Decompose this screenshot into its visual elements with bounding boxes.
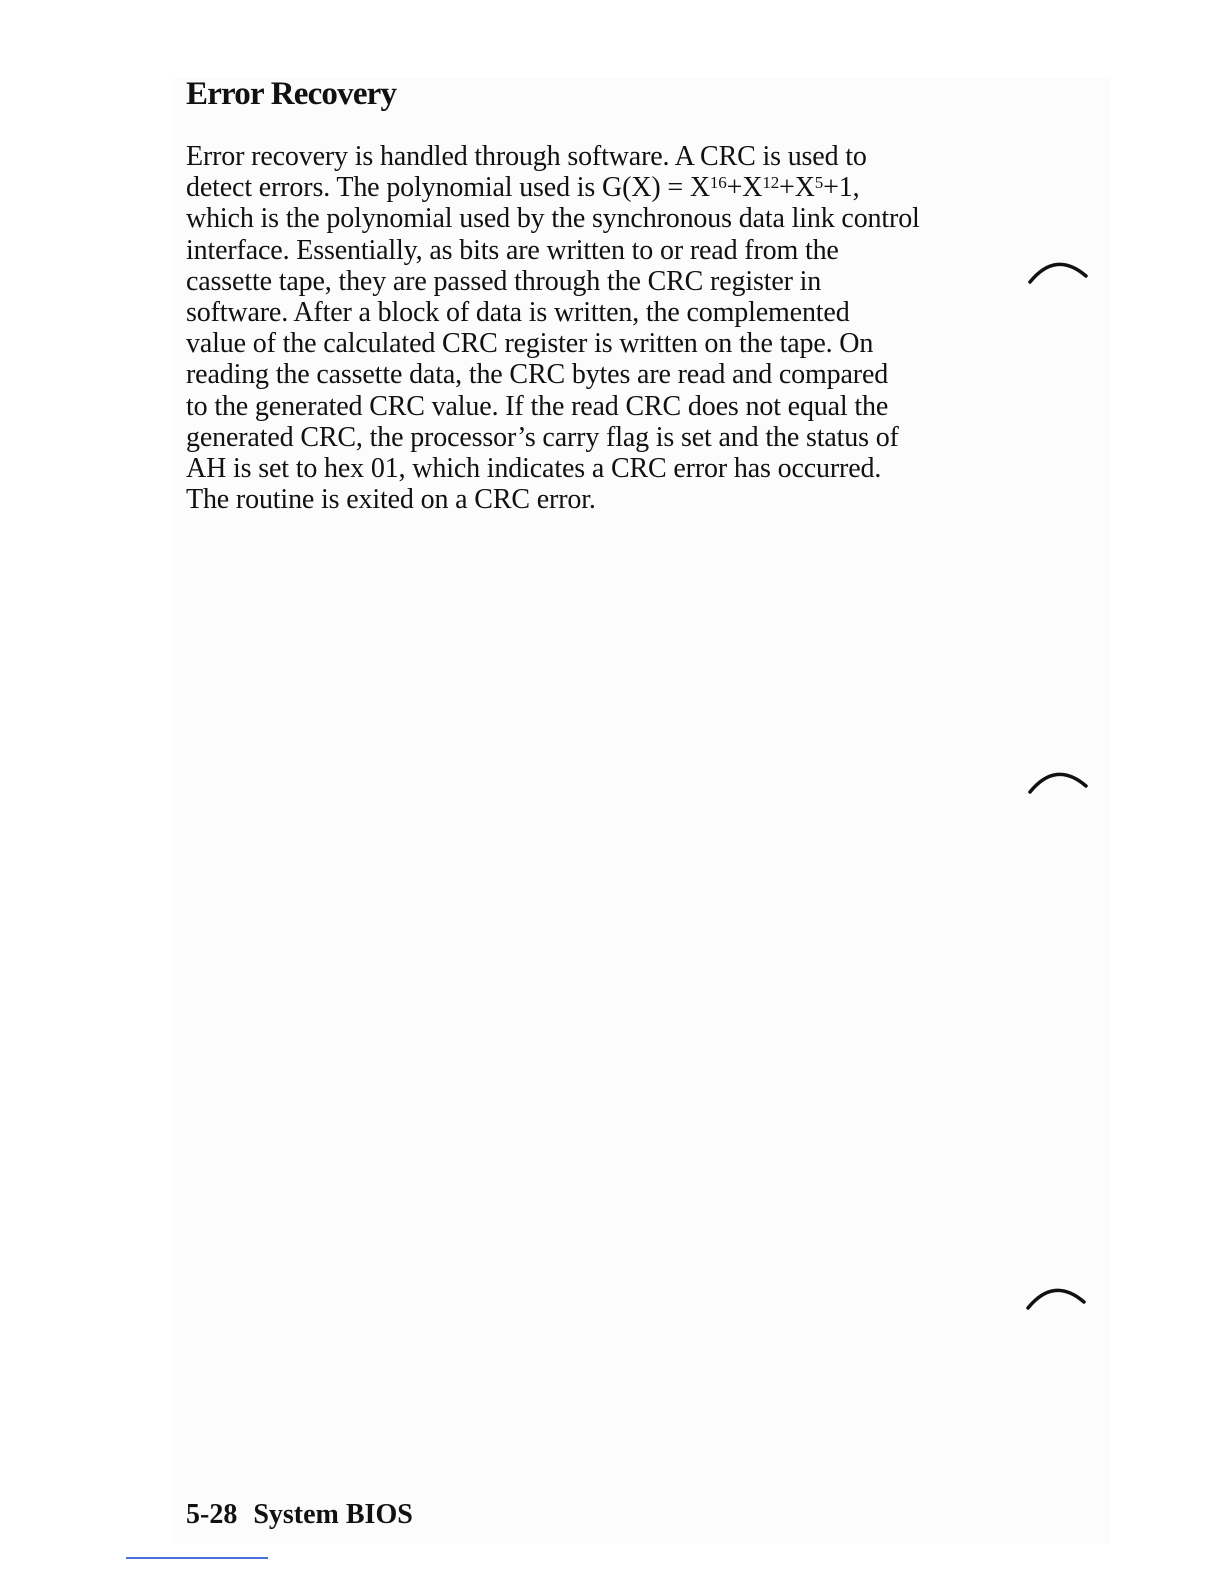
text-line: software. After a block of data is written, the complemented [186,297,850,329]
text-line: value of the calculated CRC register is written on the tape. On [186,328,874,360]
text-segment: +X [726,172,763,204]
body-paragraph [186,141,1016,515]
exponent: 16 [709,173,727,193]
page-footer [186,1497,413,1533]
footer-section-title: System BIOS [253,1499,413,1530]
binder-hole-arc-icon [1026,252,1090,288]
text-line: reading the cassette data, the CRC bytes are read and compared [186,359,889,391]
text-line-polynomial [186,172,1016,203]
text-line: which is the polynomial used by the synchronous data link control [186,203,920,235]
text-line: AH is set to hex 01, which indicates a CRC error has occurred. [186,453,882,485]
text-line: Error recovery is handled through software. A CRC is used to [186,141,867,172]
text-segment: detect errors. The polynomial used is G(X) = X [186,172,710,204]
binder-hole-arc-icon [1024,1278,1088,1314]
exponent: 12 [762,173,780,193]
text-segment: +X [779,172,815,204]
text-line: to the generated CRC value. If the read CRC does not equal the [186,390,889,422]
exponent: 5 [814,173,824,193]
scan-mark [126,1557,268,1559]
text-line: cassette tape, they are passed through the CRC register in [186,265,822,297]
text-segment: +1, [823,172,860,204]
text-line: generated CRC, the processor’s carry flag is set and the status of [186,421,899,453]
binder-hole-arc-icon [1026,762,1090,798]
page-number: 5-28 [186,1499,238,1530]
section-heading: Error Recovery [186,76,397,112]
text-line: interface. Essentially, as bits are written to or read from the [186,234,839,266]
text-line: The routine is exited on a CRC error. [186,484,596,516]
